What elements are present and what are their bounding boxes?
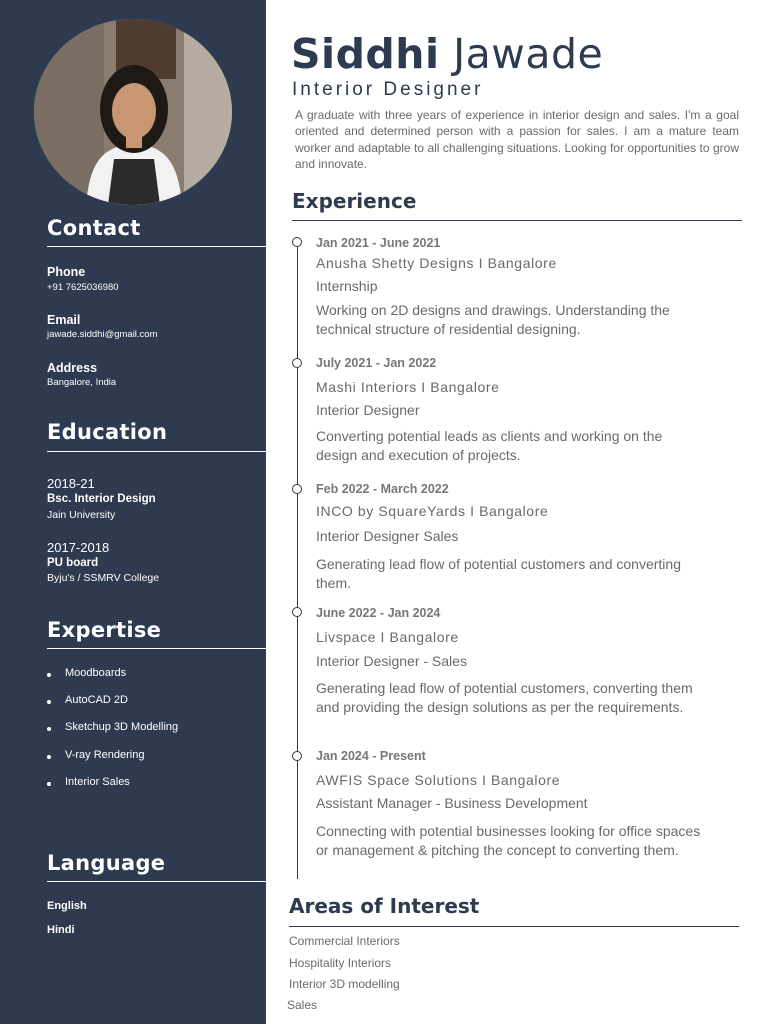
timeline-dot xyxy=(292,237,302,247)
language-divider xyxy=(47,881,266,882)
job-dates: Jan 2021 - June 2021 xyxy=(316,236,441,250)
address-value: Bangalore, India xyxy=(47,377,117,388)
timeline-dot xyxy=(292,484,302,494)
education-institution: Byju's / SSMRV College xyxy=(47,572,160,584)
timeline-dot xyxy=(292,607,302,617)
job-role: Interior Designer xyxy=(316,402,420,418)
job-role: Interior Designer - Sales xyxy=(316,653,467,669)
job-company: INCO by SquareYards I Bangalore xyxy=(316,503,549,519)
language-item: Hindi xyxy=(47,924,75,936)
education-degree: PU board xyxy=(47,557,99,569)
interest-item: Hospitality Interiors xyxy=(289,956,392,970)
email-label: Email xyxy=(47,313,81,327)
education-degree: Bsc. Interior Design xyxy=(47,493,156,505)
language-item: English xyxy=(47,900,87,912)
profile-summary: A graduate with three years of experience in interior design and sales. I'm a goal oriented and determined person with a passion for sales. I am a mature team worker and adaptable to all challenging situations. Looking for opportunities to grow and innovate. xyxy=(295,108,739,171)
expertise-item: Moodboards xyxy=(47,667,178,694)
job-description: Working on 2D designs and drawings. Understanding the technical structure of residential designing. xyxy=(316,302,670,337)
profile-photo xyxy=(34,19,232,205)
job-company: Mashi Interiors I Bangalore xyxy=(316,379,500,395)
candidate-name xyxy=(291,30,603,78)
experience-divider xyxy=(292,220,742,221)
job-description: Generating lead flow of potential customers and converting them. xyxy=(316,556,681,591)
education-divider xyxy=(47,451,266,452)
expertise-heading: Expertise xyxy=(47,618,162,642)
contact-heading: Contact xyxy=(47,216,141,240)
job-company: AWFIS Space Solutions I Bangalore xyxy=(316,772,561,788)
expertise-item: AutoCAD 2D xyxy=(47,694,178,721)
job-description: Connecting with potential businesses looking for office spaces or management & pitching the concept to converting them. xyxy=(316,823,701,858)
last-name: Jawade xyxy=(453,30,604,78)
first-name: Siddhi xyxy=(291,30,440,78)
job-title: Interior Designer xyxy=(292,79,484,100)
interest-item: Sales xyxy=(287,998,318,1012)
expertise-item: Sketchup 3D Modelling xyxy=(47,721,178,748)
language-heading: Language xyxy=(47,851,166,875)
expertise-divider xyxy=(47,648,266,649)
job-company: Anusha Shetty Designs I Bangalore xyxy=(316,255,557,271)
timeline-dot xyxy=(292,751,302,761)
job-role: Assistant Manager - Business Development xyxy=(316,795,588,811)
timeline-dot xyxy=(292,358,302,368)
education-years: 2018-21 xyxy=(47,476,95,491)
experience-timeline xyxy=(297,243,298,879)
job-description: Converting potential leads as clients and working on the design and execution of projects. xyxy=(316,428,663,463)
sidebar xyxy=(0,0,266,1024)
interests-divider xyxy=(289,926,739,927)
job-dates: June 2022 - Jan 2024 xyxy=(316,606,441,620)
phone-label: Phone xyxy=(47,265,86,279)
education-heading: Education xyxy=(47,420,168,444)
job-dates: July 2021 - Jan 2022 xyxy=(316,356,437,370)
expertise-list xyxy=(47,667,178,803)
experience-heading: Experience xyxy=(292,189,417,213)
education-institution: Jain University xyxy=(47,509,116,521)
job-dates: Feb 2022 - March 2022 xyxy=(316,482,449,496)
contact-divider xyxy=(47,246,266,247)
interest-item: Interior 3D modelling xyxy=(289,977,400,991)
email-value[interactable]: jawade.siddhi@gmail.com xyxy=(47,329,158,340)
job-company: Livspace I Bangalore xyxy=(316,629,459,645)
phone-value[interactable]: +91 7625036980 xyxy=(47,282,119,293)
expertise-item: V-ray Rendering xyxy=(47,749,178,776)
job-role: Interior Designer Sales xyxy=(316,528,459,544)
expertise-item: Interior Sales xyxy=(47,776,178,803)
job-dates: Jan 2024 - Present xyxy=(316,749,426,763)
job-description: Generating lead flow of potential customers, converting them and providing the design solutions as per the requirements. xyxy=(316,680,693,715)
job-role: Internship xyxy=(316,278,378,294)
interest-item: Commercial Interiors xyxy=(289,934,400,948)
address-label: Address xyxy=(47,361,98,375)
education-years: 2017-2018 xyxy=(47,540,110,555)
profile-photo-illustration xyxy=(34,19,232,205)
interests-heading: Areas of Interest xyxy=(289,894,480,918)
